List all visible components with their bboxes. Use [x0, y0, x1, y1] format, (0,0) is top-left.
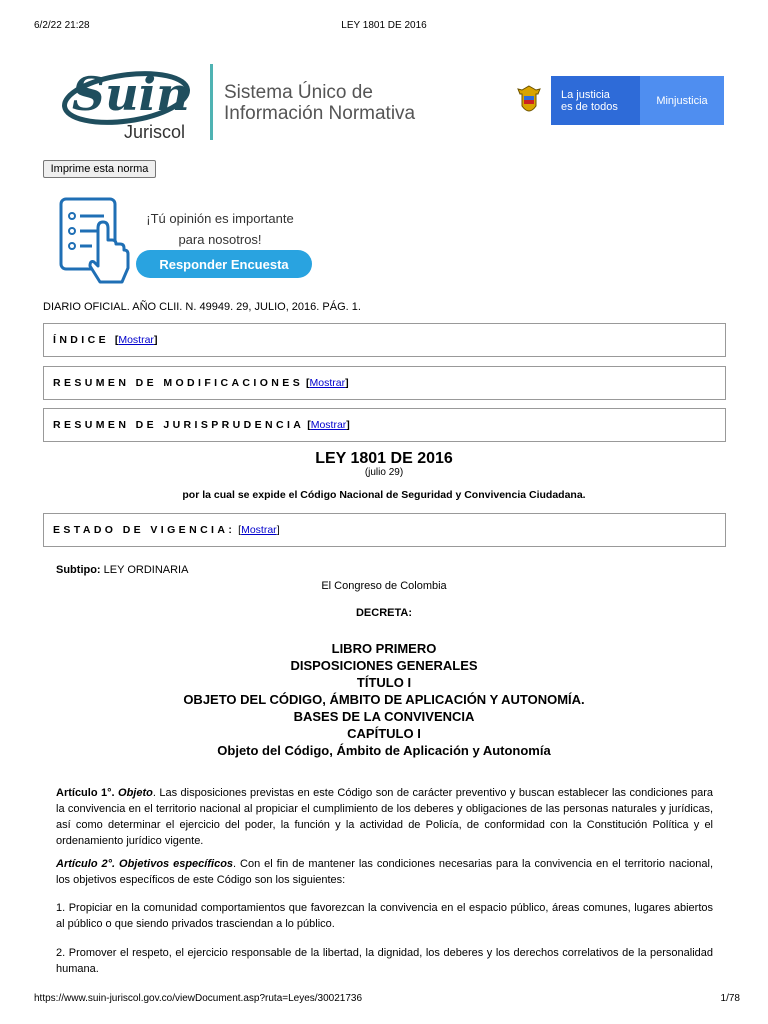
ministry-name: Minjusticia [640, 76, 724, 125]
article-2-item-2: 2. Promover el respeto, el ejercicio responsable de la libertad, la dignidad, los deberes y los derechos correlativos de la personalidad humana. [56, 947, 713, 975]
gov-brand-banner [506, 76, 724, 125]
heading-titulo: TÍTULO I [356, 675, 412, 690]
section-jurisprudencia: RESUMEN DE JURISPRUDENCIA [ Mostrar ] [43, 408, 726, 442]
heading-capitulo-title: Objeto del Código, Ámbito de Aplicación y Autonomía [217, 743, 551, 758]
subtipo-label: Subtipo: [56, 564, 101, 576]
article-1-name: Objeto [118, 787, 153, 799]
section-vigencia-label: ESTADO DE VIGENCIA: [53, 524, 236, 536]
logo-wordmark-text: Suin [72, 67, 190, 121]
gov-slogan-line2: es de todos [561, 100, 618, 113]
law-date: (julio 29) [364, 467, 404, 478]
survey-prompt [140, 208, 300, 250]
logo-divider [210, 64, 213, 140]
heading-objeto: OBJETO DEL CÓDIGO, ÁMBITO DE APLICACIÓN Y AUTONOMÍA. [183, 692, 585, 707]
heading-libro: LIBRO PRIMERO [331, 641, 437, 656]
survey-button[interactable]: Responder Encuesta [136, 250, 312, 278]
show-modificaciones-link[interactable]: Mostrar [309, 377, 346, 389]
diario-oficial-reference: DIARIO OFICIAL. AÑO CLII. N. 49949. 29, JULIO, 2016. PÁG. 1. [43, 301, 361, 313]
law-title: LEY 1801 DE 2016 [315, 450, 453, 467]
subtipo-value: LEY ORDINARIA [103, 564, 189, 576]
congreso: El Congreso de Colombia [321, 580, 447, 592]
article-2 [56, 856, 713, 888]
law-description: por la cual se expide el Código Nacional de Seguridad y Convivencia Ciudadana. [182, 489, 586, 501]
section-modificaciones-label: RESUMEN DE MODIFICACIONES [53, 377, 304, 389]
suin-logo-icon [58, 60, 208, 142]
heading-disposiciones: DISPOSICIONES GENERALES [290, 658, 478, 673]
print-footer-page: 1/78 [720, 993, 740, 1004]
print-datetime: 6/2/22 21:28 [34, 20, 90, 31]
logo-subtitle [224, 82, 415, 124]
article-2-label: Artículo 2°. Objetivos específicos [56, 858, 234, 870]
section-indice-label: ÍNDICE [53, 334, 109, 346]
article-1-text: . Las disposiciones previstas en este Código son de carácter preventivo y buscan establecer las condiciones para la convivencia en el territorio nacional al propiciar el cumplimiento de los deberes y obligaciones de las personas naturales y jurídicas, así como determinar el ejercicio del poder, la función y la actividad de Policía, de conformidad con la Constitución Política y el ordenamiento jurídico vigente. [56, 787, 714, 847]
show-vigencia-link[interactable]: Mostrar [241, 524, 277, 536]
print-button[interactable]: Imprime esta norma [43, 160, 156, 178]
logo-tagline: Juriscol [124, 122, 186, 142]
suin-logo [58, 60, 208, 142]
survey-prompt-line1: ¡Tú opinión es importante [146, 211, 294, 226]
gov-slogan-line1: La justicia [561, 88, 610, 101]
coat-of-arms-icon [506, 76, 551, 125]
subtipo [56, 564, 188, 576]
decreta: DECRETA: [355, 607, 412, 619]
article-1 [56, 785, 713, 849]
article-1-label: Artículo 1°. [56, 787, 115, 799]
gov-slogan [551, 76, 640, 125]
logo-subtitle-line1: Sistema Único de [224, 82, 373, 103]
print-title: LEY 1801 DE 2016 [341, 20, 427, 31]
section-modificaciones: RESUMEN DE MODIFICACIONES [ Mostrar ] [43, 366, 726, 400]
section-vigencia: ESTADO DE VIGENCIA: [ Mostrar ] [43, 513, 726, 547]
section-jurisprudencia-label: RESUMEN DE JURISPRUDENCIA [53, 419, 305, 431]
show-indice-link[interactable]: Mostrar [118, 334, 154, 346]
show-jurisprudencia-link[interactable]: Mostrar [310, 419, 347, 431]
print-footer-url: https://www.suin-juriscol.gov.co/viewDocument.asp?ruta=Leyes/30021736 [34, 993, 363, 1004]
article-2-item-1: 1. Propiciar en la comunidad comportamientos que favorezcan la convivencia en el espacio público, áreas comunes, lugares abiertos al público o que siendo privados trasciendan a lo público. [56, 902, 713, 930]
article-2-text: . Con el fin de mantener las condiciones necesarias para la convivencia en el territorio nacional, los objetivos específicos de este Código son los siguientes: [56, 858, 713, 886]
section-indice: ÍNDICE [ Mostrar ] [43, 323, 726, 357]
survey-prompt-line2: para nosotros! [178, 232, 262, 247]
survey-icon [58, 196, 132, 288]
heading-capitulo: CAPÍTULO I [347, 726, 421, 741]
headings-block [0, 640, 768, 759]
heading-bases: BASES DE LA CONVIVENCIA [293, 709, 475, 724]
logo-subtitle-line2: Información Normativa [224, 103, 416, 124]
